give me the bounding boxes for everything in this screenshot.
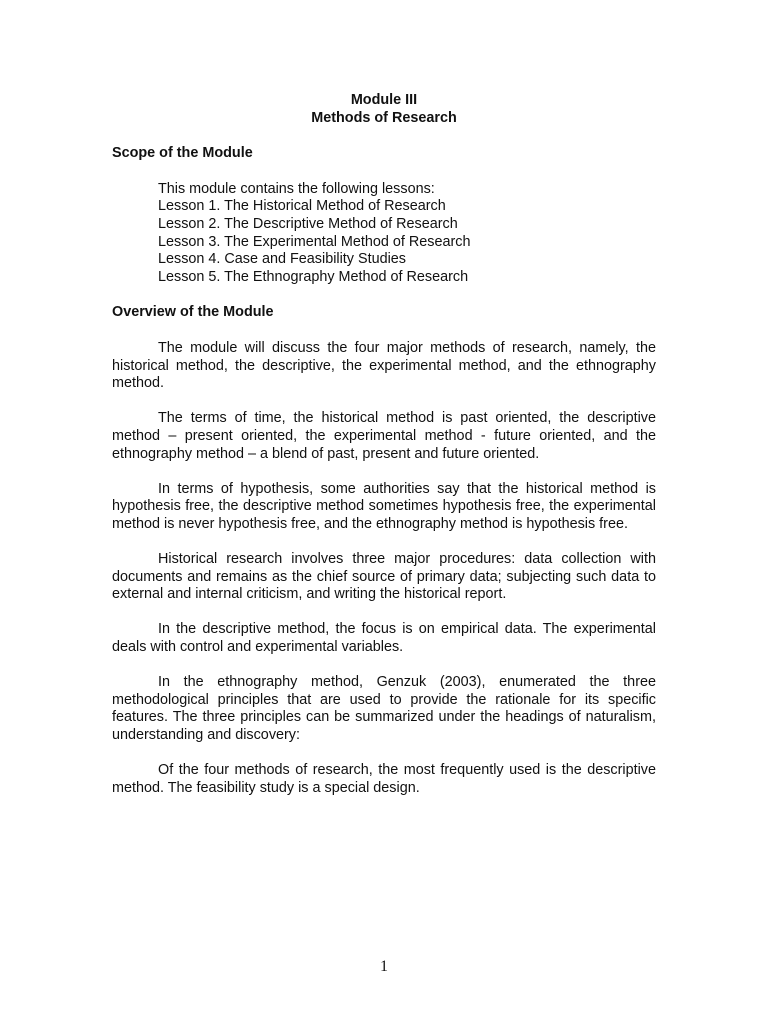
page-number: 1 (380, 958, 388, 975)
overview-paragraph-3: In terms of hypothesis, some authorities say that the historical method is hypothesis free, the descriptive method sometimes hypothesis free, the experimental method is never hypothesis free, and the ethnography method is hypothesis free. (112, 480, 656, 532)
overview-paragraph-4: Historical research involves three major procedures: data collection with documents and remains as the chief source of primary data; subjecting such data to external and internal criticism, and writing the historical report. (112, 551, 656, 603)
overview-heading: Overview of the Module (112, 304, 274, 321)
overview-paragraph-1: The module will discuss the four major methods of research, namely, the historical method, the descriptive, the experimental method, and the ethnography method. (112, 339, 656, 392)
lesson-intro: This module contains the following lessons: (158, 180, 435, 197)
overview-paragraph-2: The terms of time, the historical method is past oriented, the descriptive method – present oriented, the experimental method - future oriented, and the ethnography method – a blend of past, present and future oriented. (112, 410, 656, 462)
module-subtitle: Methods of Research (311, 109, 457, 126)
lesson-list (112, 181, 656, 287)
lesson-item-3: Lesson 3. The Experimental Method of Research (158, 233, 471, 250)
lesson-item-4: Lesson 4. Case and Feasibility Studies (158, 251, 406, 268)
document-page (112, 92, 656, 797)
module-title: Module III (350, 92, 418, 108)
scope-heading: Scope of the Module (112, 145, 253, 162)
overview-paragraph-7: Of the four methods of research, the most frequently used is the descriptive method. The feasibility study is a special design. (112, 762, 656, 796)
overview-paragraph-6: In the ethnography method, Genzuk (2003), enumerated the three methodological principles that are used to provide the rationale for its specific features. The three principles can be summarized under the headings of naturalism, understanding and discovery: (112, 674, 656, 743)
lesson-item-2: Lesson 2. The Descriptive Method of Research (158, 215, 458, 232)
lesson-item-1: Lesson 1. The Historical Method of Research (158, 198, 446, 215)
lesson-item-5: Lesson 5. The Ethnography Method of Research (158, 268, 469, 285)
overview-paragraph-5: In the descriptive method, the focus is on empirical data. The experimental deals with control and experimental variables. (112, 621, 656, 656)
